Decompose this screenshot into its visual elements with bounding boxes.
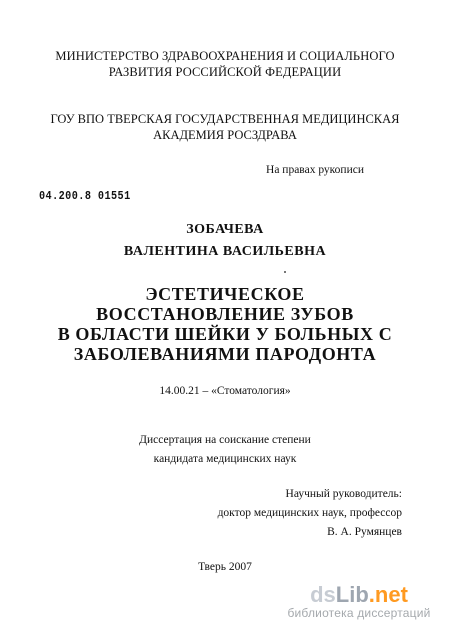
logo-part-ds: ds (310, 582, 336, 607)
author-surname: ЗОБАЧЕВА (186, 222, 264, 237)
dissertation-degree (0, 431, 450, 469)
logo-part-lib: Lib (335, 582, 369, 607)
supervisor-label: Научный руководитель: (285, 488, 402, 500)
degree-line-2: кандидата медицинских наук (153, 453, 297, 465)
title-line: ЗАБОЛЕВАНИЯМИ ПАРОДОНТА (73, 344, 377, 364)
title-line: ЭСТЕТИЧЕСКОЕ (145, 284, 305, 304)
ministry-line-1: МИНИСТЕРСТВО ЗДРАВООХРАНЕНИЯ И СОЦИАЛЬНОГО (55, 49, 395, 63)
author-name: ВАЛЕНТИНА ВАСИЛЬЕВНА (123, 244, 327, 259)
title-line: В ОБЛАСТИ ШЕЙКИ У БОЛЬНЫХ С (57, 324, 393, 344)
supervisor-block (218, 485, 402, 542)
logo-part-net: .net (368, 582, 408, 607)
dslib-watermark (280, 583, 438, 620)
city-year: Тверь 2007 (198, 561, 252, 573)
title-line: ВОССТАНОВЛЕНИЕ ЗУБОВ (96, 304, 354, 324)
academy-line-1: ГОУ ВПО ТВЕРСКАЯ ГОСУДАРСТВЕННАЯ МЕДИЦИНСКАЯ (50, 112, 400, 126)
specialty-code: 14.00.21 – «Стоматология» (159, 385, 291, 397)
author-block (0, 219, 450, 263)
academy-header (0, 111, 450, 143)
supervisor-name: В. А. Румянцев (327, 526, 402, 538)
supervisor-degree: доктор медицинских наук, профессор (217, 507, 402, 519)
watermark-subtitle: библиотека диссертаций (287, 606, 431, 620)
ministry-header (0, 48, 450, 80)
scan-speck (284, 271, 286, 273)
dissertation-title (0, 284, 450, 364)
registration-code: 04.200.8 01551 (39, 189, 131, 203)
academy-line-2: АКАДЕМИЯ РОСЗДРАВА (153, 128, 297, 142)
dslib-logo (280, 583, 438, 607)
ministry-line-2: РАЗВИТИЯ РОССИЙСКОЙ ФЕДЕРАЦИИ (108, 65, 342, 79)
degree-line-1: Диссертация на соискание степени (139, 434, 311, 446)
manuscript-note: На правах рукописи (266, 164, 364, 176)
